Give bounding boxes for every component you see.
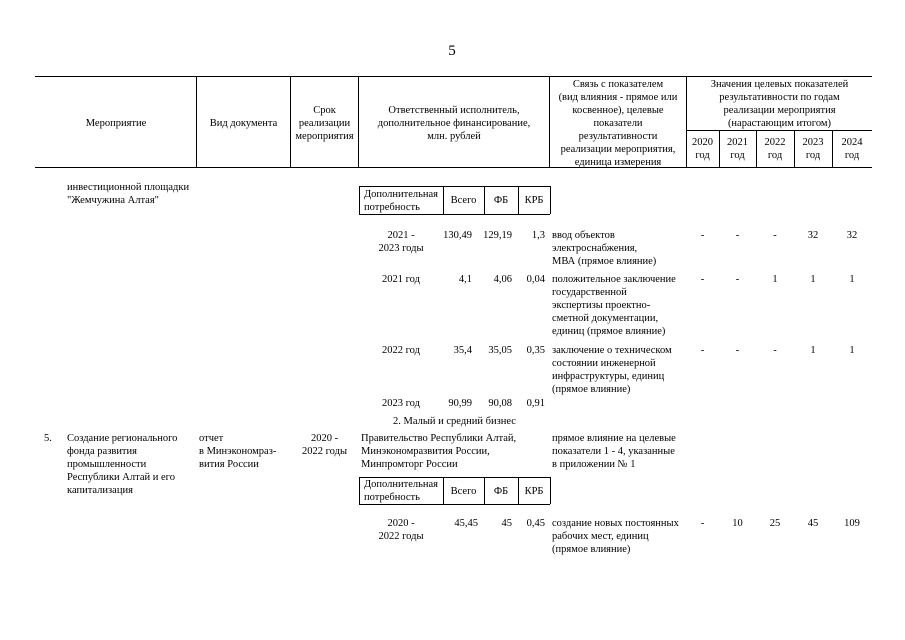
header-year-2024: 2024 год xyxy=(841,137,863,161)
row1-v2022: - xyxy=(773,230,777,241)
row3-total: 35,4 xyxy=(453,345,472,356)
item-number: 5. xyxy=(44,433,52,444)
row3-v2023: 1 xyxy=(810,345,816,356)
row1-v2021: - xyxy=(735,230,740,241)
row1-v2020: - xyxy=(700,230,705,241)
row5-krb: 0,45 xyxy=(526,518,545,529)
fin1-krb-head: КРБ xyxy=(524,195,544,206)
row5-v2024: 109 xyxy=(844,518,860,529)
row1-indicator: ввод объектов электроснабжения, МВА (прямое влияние) xyxy=(552,230,657,267)
term: 2020 - 2022 годы xyxy=(301,433,347,457)
row2-v2021: - xyxy=(735,274,740,285)
row2-indicator: положительное заключение государственной экспертизы проектно- сметной документации, единиц (прямое влияние) xyxy=(552,274,676,337)
header-year-2022: 2022 год xyxy=(764,137,786,161)
row5-v2023: 45 xyxy=(807,518,819,529)
row3-v2020: - xyxy=(700,345,705,356)
row2-fb: 4,06 xyxy=(493,274,512,285)
fin2-total-head: Всего xyxy=(450,486,477,497)
header-year-2021: 2021 год xyxy=(727,137,748,161)
row5-v2021: 10 xyxy=(732,518,743,529)
header-link: Связь с показателем (вид влияния - прямое или косвенное), целевые показатели результативности реализации мероприятия, единица измерения xyxy=(558,79,678,168)
row2-v2024: 1 xyxy=(849,274,855,285)
row4-total: 90,99 xyxy=(448,398,472,409)
header-values: Значения целевых показателей результативности по годам реализации мероприятия (нарастающим итогом) xyxy=(710,79,849,129)
row2-v2020: - xyxy=(700,274,705,285)
row3-period: 2022 год xyxy=(382,345,420,356)
row3-v2021: - xyxy=(735,345,740,356)
header-term: Срок реализации мероприятия xyxy=(295,105,354,142)
doc-type: отчет в Минэкономраз- вития России xyxy=(199,433,277,470)
header-doc-type: Вид документа xyxy=(209,118,278,129)
event-name: Создание регионального фонда развития промышленности Республики Алтай и его капитализация xyxy=(67,433,178,496)
header-year-2023: 2023 год xyxy=(802,137,824,161)
row5-v2022: 25 xyxy=(769,518,781,529)
event-continuation: инвестиционной площадки "Жемчужина Алтая" xyxy=(67,182,190,206)
row1-fb: 129,19 xyxy=(483,230,512,241)
row3-fb: 35,05 xyxy=(488,345,512,356)
row1-period: 2021 - 2023 годы xyxy=(378,230,424,254)
row5-fb: 45 xyxy=(501,518,512,529)
fin2-krb-head: КРБ xyxy=(524,486,544,497)
header-year-2020: 2020 год xyxy=(692,137,713,161)
row3-indicator: заключение о техническом состоянии инженерной инфраструктуры, единиц (прямое влияние) xyxy=(552,345,672,395)
fin2-need: Дополнительная потребность xyxy=(364,479,439,503)
row4-period: 2023 год xyxy=(382,398,420,409)
row1-v2024: 32 xyxy=(846,230,858,241)
fin1-total-head: Всего xyxy=(450,195,477,206)
header-event: Мероприятие xyxy=(85,118,147,129)
fin1-need: Дополнительная потребность xyxy=(364,189,439,213)
row2-v2023: 1 xyxy=(810,274,816,285)
page-number: 5 xyxy=(448,43,456,59)
row1-krb: 1,3 xyxy=(531,230,545,241)
row3-v2024: 1 xyxy=(849,345,855,356)
row1-total: 130,49 xyxy=(443,230,472,241)
header-responsible: Ответственный исполнитель, дополнительное финансирование, млн. рублей xyxy=(377,105,531,142)
row4-krb: 0,91 xyxy=(526,398,545,409)
row2-total: 4,1 xyxy=(458,274,472,285)
row1-v2023: 32 xyxy=(807,230,819,241)
link-indicator: прямое влияние на целевые показатели 1 - 4, указанные в приложении № 1 xyxy=(552,433,676,470)
row3-krb: 0,35 xyxy=(526,345,545,356)
row3-v2022: - xyxy=(773,345,777,356)
row2-period: 2021 год xyxy=(382,274,420,285)
responsible: Правительство Республики Алтай, Минэкономразвития России, Минпромторг России xyxy=(361,433,517,470)
row4-fb: 90,08 xyxy=(488,398,512,409)
row5-total: 45,45 xyxy=(454,518,478,529)
fin1-fb-head: ФБ xyxy=(493,195,509,206)
row2-krb: 0,04 xyxy=(526,274,545,285)
row5-indicator: создание новых постоянных рабочих мест, единиц (прямое влияние) xyxy=(552,518,679,555)
row5-period: 2020 - 2022 годы xyxy=(378,518,424,542)
fin2-fb-head: ФБ xyxy=(493,486,509,497)
row5-v2020: - xyxy=(700,518,705,529)
section-title: 2. Малый и средний бизнес xyxy=(393,416,516,427)
row2-v2022: 1 xyxy=(772,274,778,285)
